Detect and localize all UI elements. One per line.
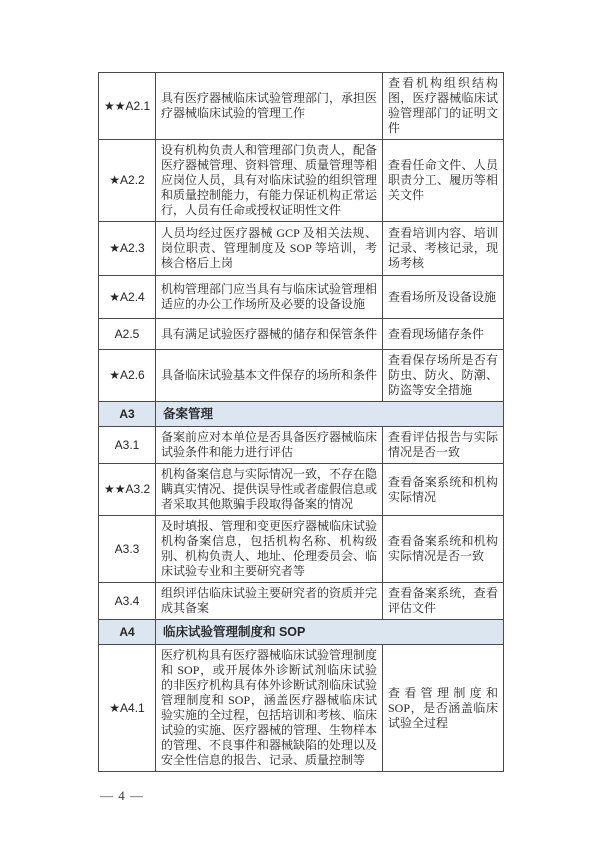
item-requirement: 组织评估临床试验主要研究者的资质并完成其备案 — [156, 583, 383, 620]
item-code: ★★A3.2 — [99, 464, 156, 516]
item-check-method: 查看培训内容、培训记录、考核记录，现场考核 — [383, 222, 504, 276]
item-code: ★A2.4 — [99, 276, 156, 319]
table-row — [99, 350, 504, 402]
item-requirement: 设有机构负责人和管理部门负责人，配备医疗器械管理、资料管理、质量管理等相应岗位人员，具有对临床试验的组织管理和质量控制能力，有能力保证机构正常运行，人员有任命或授权证明性文件 — [156, 140, 383, 222]
page-number: — 4 — — [100, 788, 144, 803]
section-code: A4 — [99, 620, 156, 645]
section-title: 临床试验管理制度和 SOP — [156, 620, 504, 645]
item-requirement: 机构管理部门应当具有与临床试验管理相适应的办公工作场所及必要的设备设施 — [156, 276, 383, 319]
item-code: A2.5 — [99, 319, 156, 350]
item-code: A3.4 — [99, 583, 156, 620]
item-code: ★★A2.1 — [99, 73, 156, 140]
item-code: ★A2.3 — [99, 222, 156, 276]
item-code: A3.1 — [99, 427, 156, 464]
item-requirement: 具备临床试验基本文件保存的场所和条件 — [156, 350, 383, 402]
section-row — [99, 402, 504, 427]
item-requirement: 人员均经过医疗器械 GCP 及相关法规、岗位职责、管理制度及 SOP 等培训，考核合格后上岗 — [156, 222, 383, 276]
table-row — [99, 516, 504, 583]
item-code: ★A2.6 — [99, 350, 156, 402]
section-code: A3 — [99, 402, 156, 427]
section-row — [99, 620, 504, 645]
item-code: A3.3 — [99, 516, 156, 583]
item-check-method: 查看评估报告与实际情况是否一致 — [383, 427, 504, 464]
table-row — [99, 427, 504, 464]
item-check-method: 查看机构组织结构图，医疗器械临床试验管理部门的证明文件 — [383, 73, 504, 140]
table-row — [99, 140, 504, 222]
item-requirement: 医疗机构具有医疗器械临床试验管理制度和 SOP，或开展体外诊断试剂临床试验的非医疗机构具有体外诊断试剂临床试验管理制度和 SOP，涵盖医疗器械临床试验实施的全过程，包括培训和考核、临床试验的实施、医疗器械的管理、生物样本的管理、不良事件和器械缺陷的处理以及安全性信息的报告、记录、质量控制等 — [156, 645, 383, 772]
table-row — [99, 73, 504, 140]
checklist-table-body — [99, 73, 504, 772]
item-check-method: 查看备案系统，查看评估文件 — [383, 583, 504, 620]
item-code: ★A2.2 — [99, 140, 156, 222]
item-check-method: 查看保存场所是否有防虫、防火、防潮、防盗等安全措施 — [383, 350, 504, 402]
table-row — [99, 583, 504, 620]
item-requirement: 备案前应对本单位是否具备医疗器械临床试验条件和能力进行评估 — [156, 427, 383, 464]
item-requirement: 具有满足试验医疗器械的储存和保管条件 — [156, 319, 383, 350]
item-requirement: 机构备案信息与实际情况一致，不存在隐瞒真实情况、提供误导性或者虚假信息或者采取其他欺骗手段取得备案的情况 — [156, 464, 383, 516]
section-title: 备案管理 — [156, 402, 504, 427]
item-requirement: 及时填报、管理和变更医疗器械临床试验机构备案信息，包括机构名称、机构级别、机构负责人、地址、伦理委员会、临床试验专业和主要研究者等 — [156, 516, 383, 583]
item-check-method: 查看备案系统和机构实际情况 — [383, 464, 504, 516]
item-code: ★A4.1 — [99, 645, 156, 772]
item-check-method: 查看管理制度和 SOP，是否涵盖临床试验全过程 — [383, 645, 504, 772]
checklist-table — [98, 72, 504, 772]
item-check-method: 查看任命文件、人员职责分工、履历等相关文件 — [383, 140, 504, 222]
table-row — [99, 319, 504, 350]
item-check-method: 查看现场储存条件 — [383, 319, 504, 350]
table-row — [99, 222, 504, 276]
item-check-method: 查看备案系统和机构实际情况是否一致 — [383, 516, 504, 583]
table-row — [99, 464, 504, 516]
table-row — [99, 276, 504, 319]
item-check-method: 查看场所及设备设施 — [383, 276, 504, 319]
item-requirement: 具有医疗器械临床试验管理部门，承担医疗器械临床试验的管理工作 — [156, 73, 383, 140]
table-row — [99, 645, 504, 772]
